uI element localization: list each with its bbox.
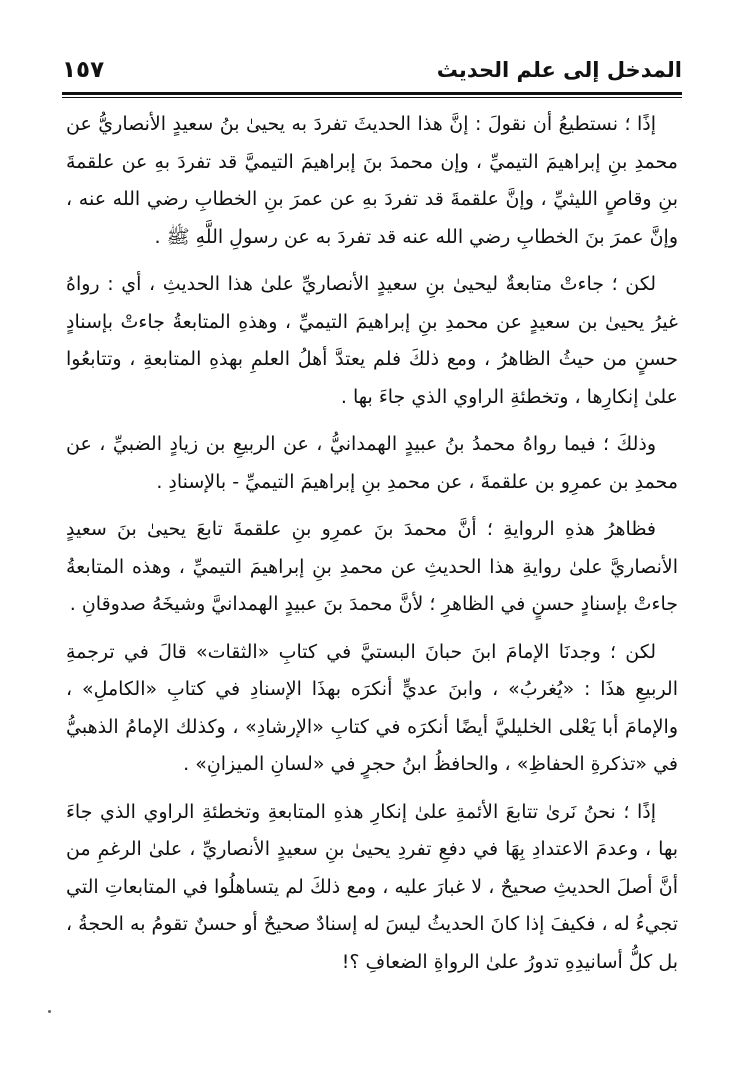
paragraph: إذًا ؛ نحنُ نَرىٰ تتابعَ الأئمةِ علىٰ إنكارِ هذهِ المتابعةِ وتخطئةِ الراوي الذي جاءَ بها ، وعدمَ الاعتدادِ بِهَا في دفعِ تفردِ يحيىٰ بنِ سعيدٍ الأنصاريِّ ، علىٰ الرغمِ من أنَّ أصلَ الحديثِ صحيحٌ ، لا غبارَ عليه ، ومع ذلكَ لم يتساهلُوا في المتابعاتِ التي تجيءُ له ، فكيفَ إذا كانَ الحديثُ ليسَ له إسنادٌ صحيحٌ أو حسنٌ تقومُ به الحجةُ ، بل كلُّ أسانيدِهِ تدورُ علىٰ الرواةِ الضعافِ ؟! xyxy=(66,800,678,973)
paragraph: لكن ؛ وجدنَا الإمامَ ابنَ حبانَ البستيَّ في كتابِ «الثقات» قالَ في ترجمةِ الربيعِ هذَا : «يُغربُ» ، وابنَ عديٍّ أنكرَه بهذَا الإسنادِ في كتابِ «الكاملِ» ، والإمامَ أبا يَعْلى الخليليَّ أيضًا أنكرَه في كتابِ «الإرشادِ» ، وكذلك الإمامُ الذهبيُّ في «تذكرةِ الحفاظِ» ، والحافظُ ابنُ حجرٍ في «لسانِ الميزانِ» . xyxy=(66,640,678,775)
header-rule-thin xyxy=(62,97,682,98)
paragraph: وذلكَ ؛ فيما رواهُ محمدُ بنُ عبيدٍ الهمدانيُّ ، عن الربيعِ بن زيادٍ الضبيِّ ، عن محمدِ بن عمرِو بن علقمةَ ، عن محمدِ بنِ إبراهيمَ التيميِّ - بالإسنادِ . xyxy=(66,433,678,493)
paragraph: لكن ؛ جاءتْ متابعةٌ ليحيىٰ بنِ سعيدٍ الأنصاريِّ علىٰ هذا الحديثِ ، أي : رواهُ غيرُ يحيىٰ بن سعيدٍ عن محمدِ بنِ إبراهيمَ التيميِّ ، وهذهِ المتابعةُ جاءتْ بإسنادٍ حسنٍ من حيثُ الظاهرُ ، ومع ذلكَ فلم يعتدَّ أهلُ العلمِ بهذهِ المتابعةِ ، وتتابعُوا علىٰ إنكارِها ، وتخطئةِ الراوي الذي جاءَ بها . xyxy=(66,273,678,408)
paragraph: إذًا ؛ نستطيعُ أن نقولَ : إنَّ هذا الحديثَ تفردَ به يحيىٰ بنُ سعيدٍ الأنصاريُّ عن محمدِ بنِ إبراهيمَ التيميِّ ، وإن محمدَ بنَ إبراهيمَ التيميَّ قد تفردَ بهِ عن علقمةَ بنِ وقاصٍ الليثيِّ ، وإنَّ علقمةَ قد تفردَ بهِ عن عمرَ بنِ الخطابِ رضي الله عنه ، وإنَّ عمرَ بنَ الخطابِ رضي الله عنه قد تفردَ به عن رسولِ اللَّهِ ﷺ . xyxy=(66,113,678,248)
paragraph: فظاهرُ هذهِ الروايةِ ؛ أنَّ محمدَ بنَ عمرِو بنِ علقمةَ تابعَ يحيىٰ بنَ سعيدٍ الأنصاريَّ علىٰ روايةِ هذا الحديثِ عن محمدِ بنِ إبراهيمَ التيميِّ ، وهذه المتابعةُ جاءتْ بإسنادٍ حسنٍ في الظاهرِ ؛ لأنَّ محمدَ بنَ عبيدٍ الهمدانيَّ وشيخَهُ صدوقانِ . xyxy=(66,518,678,615)
running-header xyxy=(62,58,682,92)
header-title: المدخل إلى علم الحديث xyxy=(436,58,682,82)
header-rule-thick xyxy=(62,92,682,95)
page-number: ١٥٧ xyxy=(62,57,105,83)
body-text xyxy=(66,106,678,981)
scan-speck xyxy=(48,1010,51,1013)
